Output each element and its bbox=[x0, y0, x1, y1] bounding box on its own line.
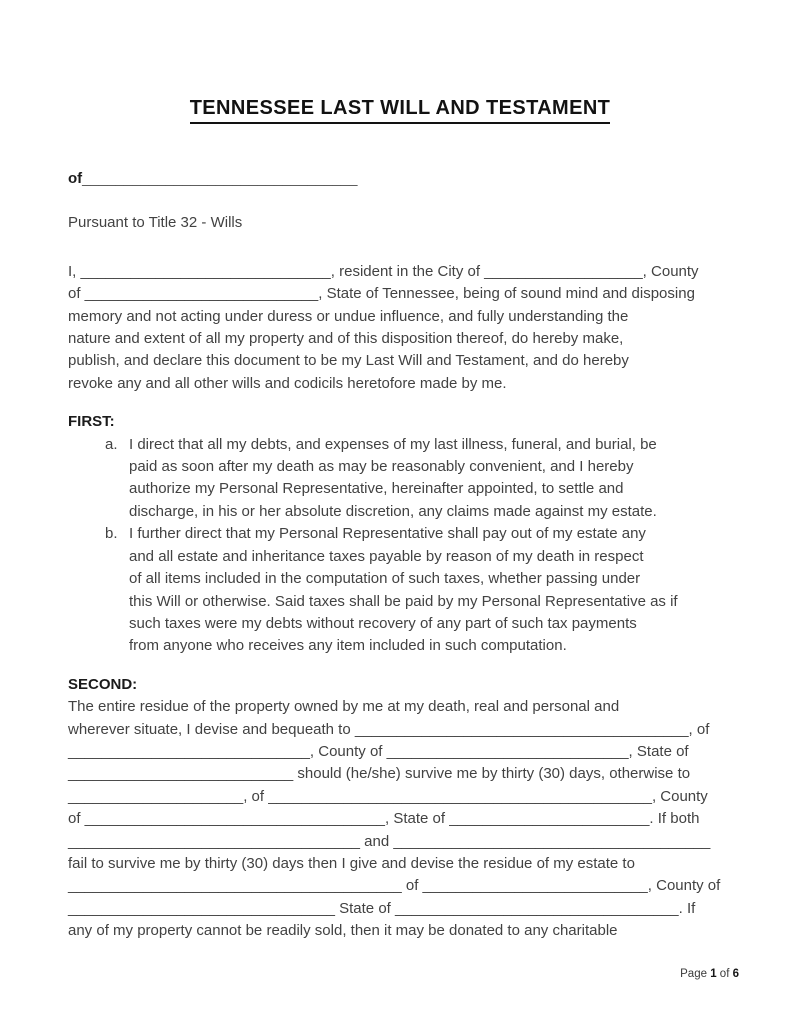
text-line: ________________________________________ of ___________________________, County of bbox=[68, 877, 721, 895]
text-line: ___________________________________ and ______________________________________ bbox=[68, 832, 711, 850]
text-line: authorize my Personal Representative, hereinafter appointed, to settle and bbox=[129, 480, 624, 498]
footer-total-pages: 6 bbox=[732, 968, 739, 980]
text-line: The entire residue of the property owned by me at my death, real and personal and bbox=[68, 698, 620, 716]
section-second-heading: SECOND: bbox=[68, 675, 138, 693]
text-line: publish, and declare this document to be my Last Will and Testament, and do hereby bbox=[68, 352, 629, 370]
section-first-heading: FIRST: bbox=[68, 413, 115, 431]
title-row bbox=[68, 0, 732, 124]
text-line: ___________________________ should (he/she) survive me by thirty (30) days, otherwise to bbox=[68, 765, 691, 783]
clause-text bbox=[129, 434, 732, 524]
clause-text bbox=[129, 523, 732, 657]
text-line: any of my property cannot be readily sold, then it may be donated to any charitable bbox=[68, 922, 618, 940]
text-line: _____________________________, County of _____________________________, State of bbox=[68, 742, 689, 760]
statute-reference: Pursuant to Title 32 - Wills bbox=[68, 214, 243, 232]
page-footer bbox=[680, 967, 739, 981]
testator-name-blank: _________________________________ bbox=[82, 170, 358, 187]
section-second bbox=[68, 674, 732, 943]
text-line: of ____________________________, State of Tennessee, being of sound mind and disposing bbox=[68, 285, 695, 303]
clause-item-b bbox=[68, 523, 732, 657]
text-line: fail to survive me by thirty (30) days then I give and devise the residue of my estate to bbox=[68, 854, 635, 872]
text-line: of all items included in the computation of such taxes, whether passing under bbox=[129, 570, 641, 588]
of-label: of bbox=[68, 170, 83, 187]
text-line: I, ______________________________, resident in the City of ___________________, County bbox=[68, 262, 699, 280]
text-line: revoke any and all other wills and codicils heretofore made by me. bbox=[68, 374, 507, 392]
text-line: memory and not acting under duress or undue influence, and fully understanding the bbox=[68, 307, 629, 325]
text-line: of ____________________________________, State of ________________________. If both bbox=[68, 810, 700, 828]
text-line: such taxes were my debts without recovery of any part of such tax payments bbox=[129, 614, 637, 632]
section-second-body bbox=[68, 696, 732, 942]
text-line: _____________________, of ______________________________________________, County bbox=[68, 787, 708, 805]
text-line: I further direct that my Personal Representative shall pay out of my estate any bbox=[129, 525, 646, 543]
page-title: TENNESSEE LAST WILL AND TESTAMENT bbox=[190, 96, 611, 124]
section-first bbox=[68, 411, 732, 657]
text-line: and all estate and inheritance taxes payable by reason of my death in respect bbox=[129, 547, 644, 565]
text-line: ________________________________ State of __________________________________. If bbox=[68, 899, 696, 917]
text-line: paid as soon after my death as may be reasonably convenient, and I hereby bbox=[129, 458, 634, 476]
footer-page-number: 1 bbox=[710, 968, 717, 980]
text-line: this Will or otherwise. Said taxes shall be paid by my Personal Representative as if bbox=[129, 592, 678, 610]
clause-marker: b. bbox=[105, 525, 118, 543]
text-line: I direct that all my debts, and expenses of my last illness, funeral, and burial, be bbox=[129, 435, 657, 453]
clause-marker: a. bbox=[105, 435, 118, 453]
text-line: discharge, in his or her absolute discretion, any claims made against my estate. bbox=[129, 502, 657, 520]
text-line: nature and extent of all my property and of this disposition thereof, do hereby make, bbox=[68, 330, 624, 348]
text-line: from anyone who receives any item included in such computation. bbox=[129, 637, 567, 655]
clause-item-a bbox=[68, 434, 732, 524]
footer-of-word: of bbox=[716, 968, 733, 980]
testator-name-line bbox=[68, 168, 732, 190]
opening-paragraph bbox=[68, 261, 732, 395]
text-line: wherever situate, I devise and bequeath to ________________________________________, of bbox=[68, 720, 710, 738]
footer-page-word: Page bbox=[680, 968, 711, 980]
